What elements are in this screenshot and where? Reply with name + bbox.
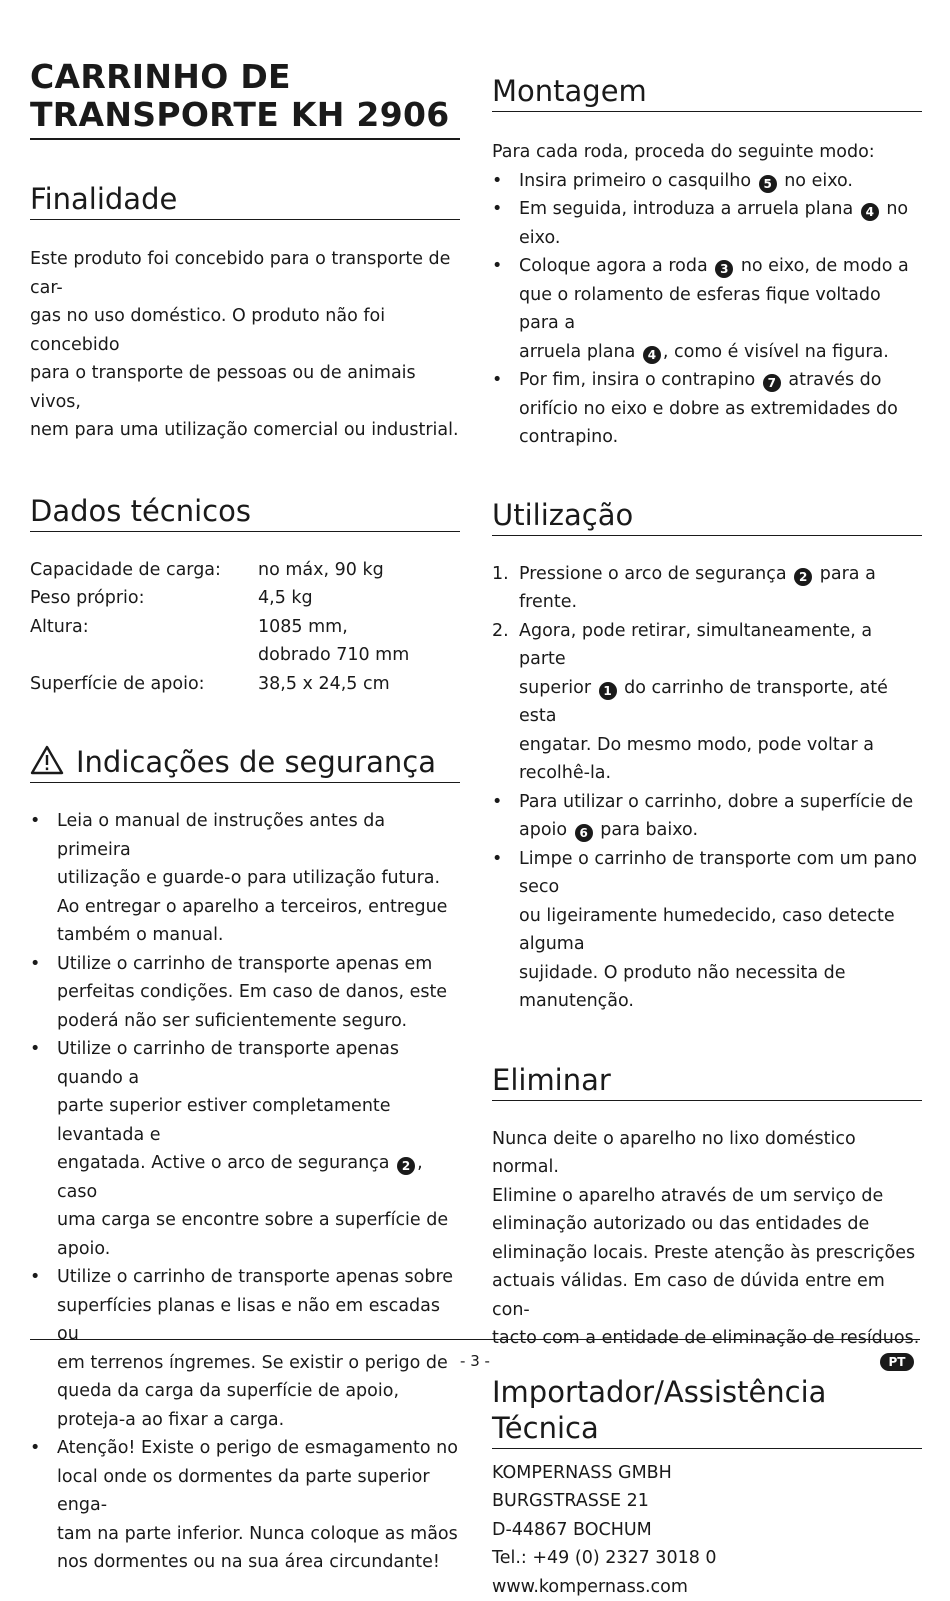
list-marker: • (492, 167, 502, 196)
spec-row (30, 670, 460, 699)
list-item-line: tam na parte inferior. Nunca coloque as mãos (57, 1520, 460, 1549)
footer-rule (30, 1339, 920, 1340)
list-item-line: queda da carga da superfície de apoio, (57, 1377, 460, 1406)
list-item-line: local onde os dormentes da parte superior enga- (57, 1463, 460, 1520)
list-item (30, 950, 460, 1036)
text-line: para o transporte de pessoas ou de animais vivos, (30, 359, 460, 416)
eliminar-heading: Eliminar (492, 1062, 922, 1101)
specs-table (30, 556, 460, 699)
list-item-line: Por fim, insira o contrapino 7 através do (519, 366, 922, 395)
warning-triangle-icon (30, 745, 64, 775)
list-item (492, 366, 922, 452)
list-item-line: Coloque agora a roda 3 no eixo, de modo a (519, 252, 922, 281)
seguranca-list (30, 807, 460, 1577)
text-line: Tel.: +49 (0) 2327 3018 0 (492, 1544, 922, 1573)
page-number: - 3 - (0, 1352, 950, 1370)
list-item-line: Insira primeiro o casquilho 5 no eixo. (519, 167, 922, 196)
list-item-line: sujidade. O produto não necessita de manutenção. (519, 959, 922, 1016)
list-item-line: proteja-a ao fixar a carga. (57, 1406, 460, 1435)
list-item (30, 807, 460, 950)
reference-number-badge: 2 (794, 568, 812, 586)
right-column (492, 73, 922, 1601)
list-item-line: superfícies planas e lisas e não em escadas ou (57, 1292, 460, 1349)
list-marker: • (30, 807, 40, 836)
seguranca-heading-label: Indicações de segurança (76, 745, 436, 779)
montagem-intro: Para cada roda, proceda do seguinte modo: (492, 138, 922, 167)
importador-address (492, 1459, 922, 1601)
list-item-line: eixo. (519, 224, 922, 253)
list-marker: • (30, 950, 40, 979)
list-marker: • (30, 1434, 40, 1463)
spec-label: Capacidade de carga: (30, 556, 258, 585)
language-badge: PT (880, 1353, 914, 1371)
list-item-line: uma carga se encontre sobre a superfície de apoio. (57, 1206, 460, 1263)
list-item-line: Limpe o carrinho de transporte com um pano seco (519, 845, 922, 902)
utilizacao-heading: Utilização (492, 497, 922, 536)
text-line: eliminação locais. Preste atenção às prescrições (492, 1239, 922, 1268)
list-item-line: parte superior estiver completamente levantada e (57, 1092, 460, 1149)
spec-value: no máx, 90 kg (258, 556, 384, 585)
montagem-heading: Montagem (492, 73, 922, 112)
list-item (30, 1434, 460, 1577)
list-item-line: Atenção! Existe o perigo de esmagamento no (57, 1434, 460, 1463)
list-item-line: apoio 6 para baixo. (519, 816, 922, 845)
text-line: KOMPERNASS GMBH (492, 1459, 922, 1488)
list-item-line: Utilize o carrinho de transporte apenas sobre (57, 1263, 460, 1292)
spec-value: 1085 mm, (258, 613, 348, 642)
list-item-line: Utilize o carrinho de transporte apenas quando a (57, 1035, 460, 1092)
finalidade-heading: Finalidade (30, 181, 460, 220)
list-item-line: utilização e guarde-o para utilização futura. (57, 864, 460, 893)
spec-row (30, 641, 460, 670)
list-item-line: orifício no eixo e dobre as extremidades do (519, 395, 922, 424)
reference-number-badge: 5 (759, 175, 777, 193)
list-item (492, 617, 922, 788)
list-item-line: ou ligeiramente humedecido, caso detecte alguma (519, 902, 922, 959)
spec-value: 38,5 x 24,5 cm (258, 670, 390, 699)
text-line: tacto com a entidade de eliminação de resíduos. (492, 1324, 922, 1353)
utilizacao-list (492, 560, 922, 1016)
eliminar-text (492, 1125, 922, 1353)
list-item (492, 195, 922, 252)
list-marker: • (492, 788, 502, 817)
text-line: gas no uso doméstico. O produto não foi concebido (30, 302, 460, 359)
dados-heading: Dados técnicos (30, 493, 460, 532)
text-line: Elimine o aparelho através de um serviço de (492, 1182, 922, 1211)
spec-row (30, 613, 460, 642)
list-item-line: engatada. Active o arco de segurança 2 , caso (57, 1149, 460, 1206)
list-marker: • (492, 845, 502, 874)
list-item-line: Em seguida, introduza a arruela plana 4 no (519, 195, 922, 224)
reference-number-badge: 4 (861, 203, 879, 221)
list-item-line: perfeitas condições. Em caso de danos, este (57, 978, 460, 1007)
spec-row (30, 584, 460, 613)
list-item (492, 560, 922, 617)
reference-number-badge: 4 (643, 346, 661, 364)
text-line: eliminação autorizado ou das entidades de (492, 1210, 922, 1239)
list-marker: 2. (492, 617, 509, 646)
list-item-line: Leia o manual de instruções antes da primeira (57, 807, 460, 864)
importador-heading: Importador/Assistência Técnica (492, 1374, 922, 1449)
list-item-line: nos dormentes ou na sua área circundante! (57, 1548, 460, 1577)
list-marker: • (30, 1263, 40, 1292)
list-item (492, 167, 922, 196)
reference-number-badge: 1 (599, 682, 617, 700)
spec-label: Superfície de apoio: (30, 670, 258, 699)
list-item-line: engatar. Do mesmo modo, pode voltar a recolhê-la. (519, 731, 922, 788)
list-marker: • (492, 366, 502, 395)
text-line: BURGSTRASSE 21 (492, 1487, 922, 1516)
spec-value: 4,5 kg (258, 584, 313, 613)
left-column (30, 58, 460, 1577)
list-item (492, 788, 922, 845)
montagem-list (492, 167, 922, 452)
spec-label (30, 641, 258, 670)
seguranca-heading (30, 744, 460, 783)
spec-row (30, 556, 460, 585)
list-item-line: que o rolamento de esferas fique voltado para a (519, 281, 922, 338)
list-item-line: Para utilizar o carrinho, dobre a superfície de (519, 788, 922, 817)
list-item (30, 1263, 460, 1434)
text-line: nem para uma utilização comercial ou industrial. (30, 416, 460, 445)
list-item-line: em terrenos íngremes. Se existir o perigo de (57, 1349, 460, 1378)
text-line: actuais válidas. Em caso de dúvida entre em con- (492, 1267, 922, 1324)
title-line-2: TRANSPORTE KH 2906 (30, 95, 449, 134)
spec-value: dobrado 710 mm (258, 641, 409, 670)
list-item-line: arruela plana 4 , como é visível na figura. (519, 338, 922, 367)
text-line: Este produto foi concebido para o transporte de car- (30, 245, 460, 302)
spec-label: Altura: (30, 613, 258, 642)
text-line: Nunca deite o aparelho no lixo doméstico normal. (492, 1125, 922, 1182)
list-item-line: contrapino. (519, 423, 922, 452)
list-item (30, 1035, 460, 1263)
spec-label: Peso próprio: (30, 584, 258, 613)
page-title (30, 58, 460, 140)
list-item-line: superior 1 do carrinho de transporte, até esta (519, 674, 922, 731)
list-marker: • (30, 1035, 40, 1064)
reference-number-badge: 3 (715, 260, 733, 278)
list-item (492, 845, 922, 1016)
list-item-line: Pressione o arco de segurança 2 para a frente. (519, 560, 922, 617)
finalidade-text (30, 245, 460, 445)
reference-number-badge: 7 (763, 374, 781, 392)
list-item-line: Utilize o carrinho de transporte apenas em (57, 950, 460, 979)
list-marker: • (492, 195, 502, 224)
reference-number-badge: 2 (397, 1157, 415, 1175)
list-item-line: poderá não ser suficientemente seguro. (57, 1007, 460, 1036)
list-item-line: Agora, pode retirar, simultaneamente, a parte (519, 617, 922, 674)
text-line: D-44867 BOCHUM (492, 1516, 922, 1545)
reference-number-badge: 6 (575, 824, 593, 842)
list-marker: • (492, 252, 502, 281)
list-item-line: também o manual. (57, 921, 460, 950)
text-line: www.kompernass.com (492, 1573, 922, 1601)
title-line-1: CARRINHO DE (30, 57, 291, 96)
list-item (492, 252, 922, 366)
list-item-line: Ao entregar o aparelho a terceiros, entregue (57, 893, 460, 922)
list-marker: 1. (492, 560, 509, 589)
